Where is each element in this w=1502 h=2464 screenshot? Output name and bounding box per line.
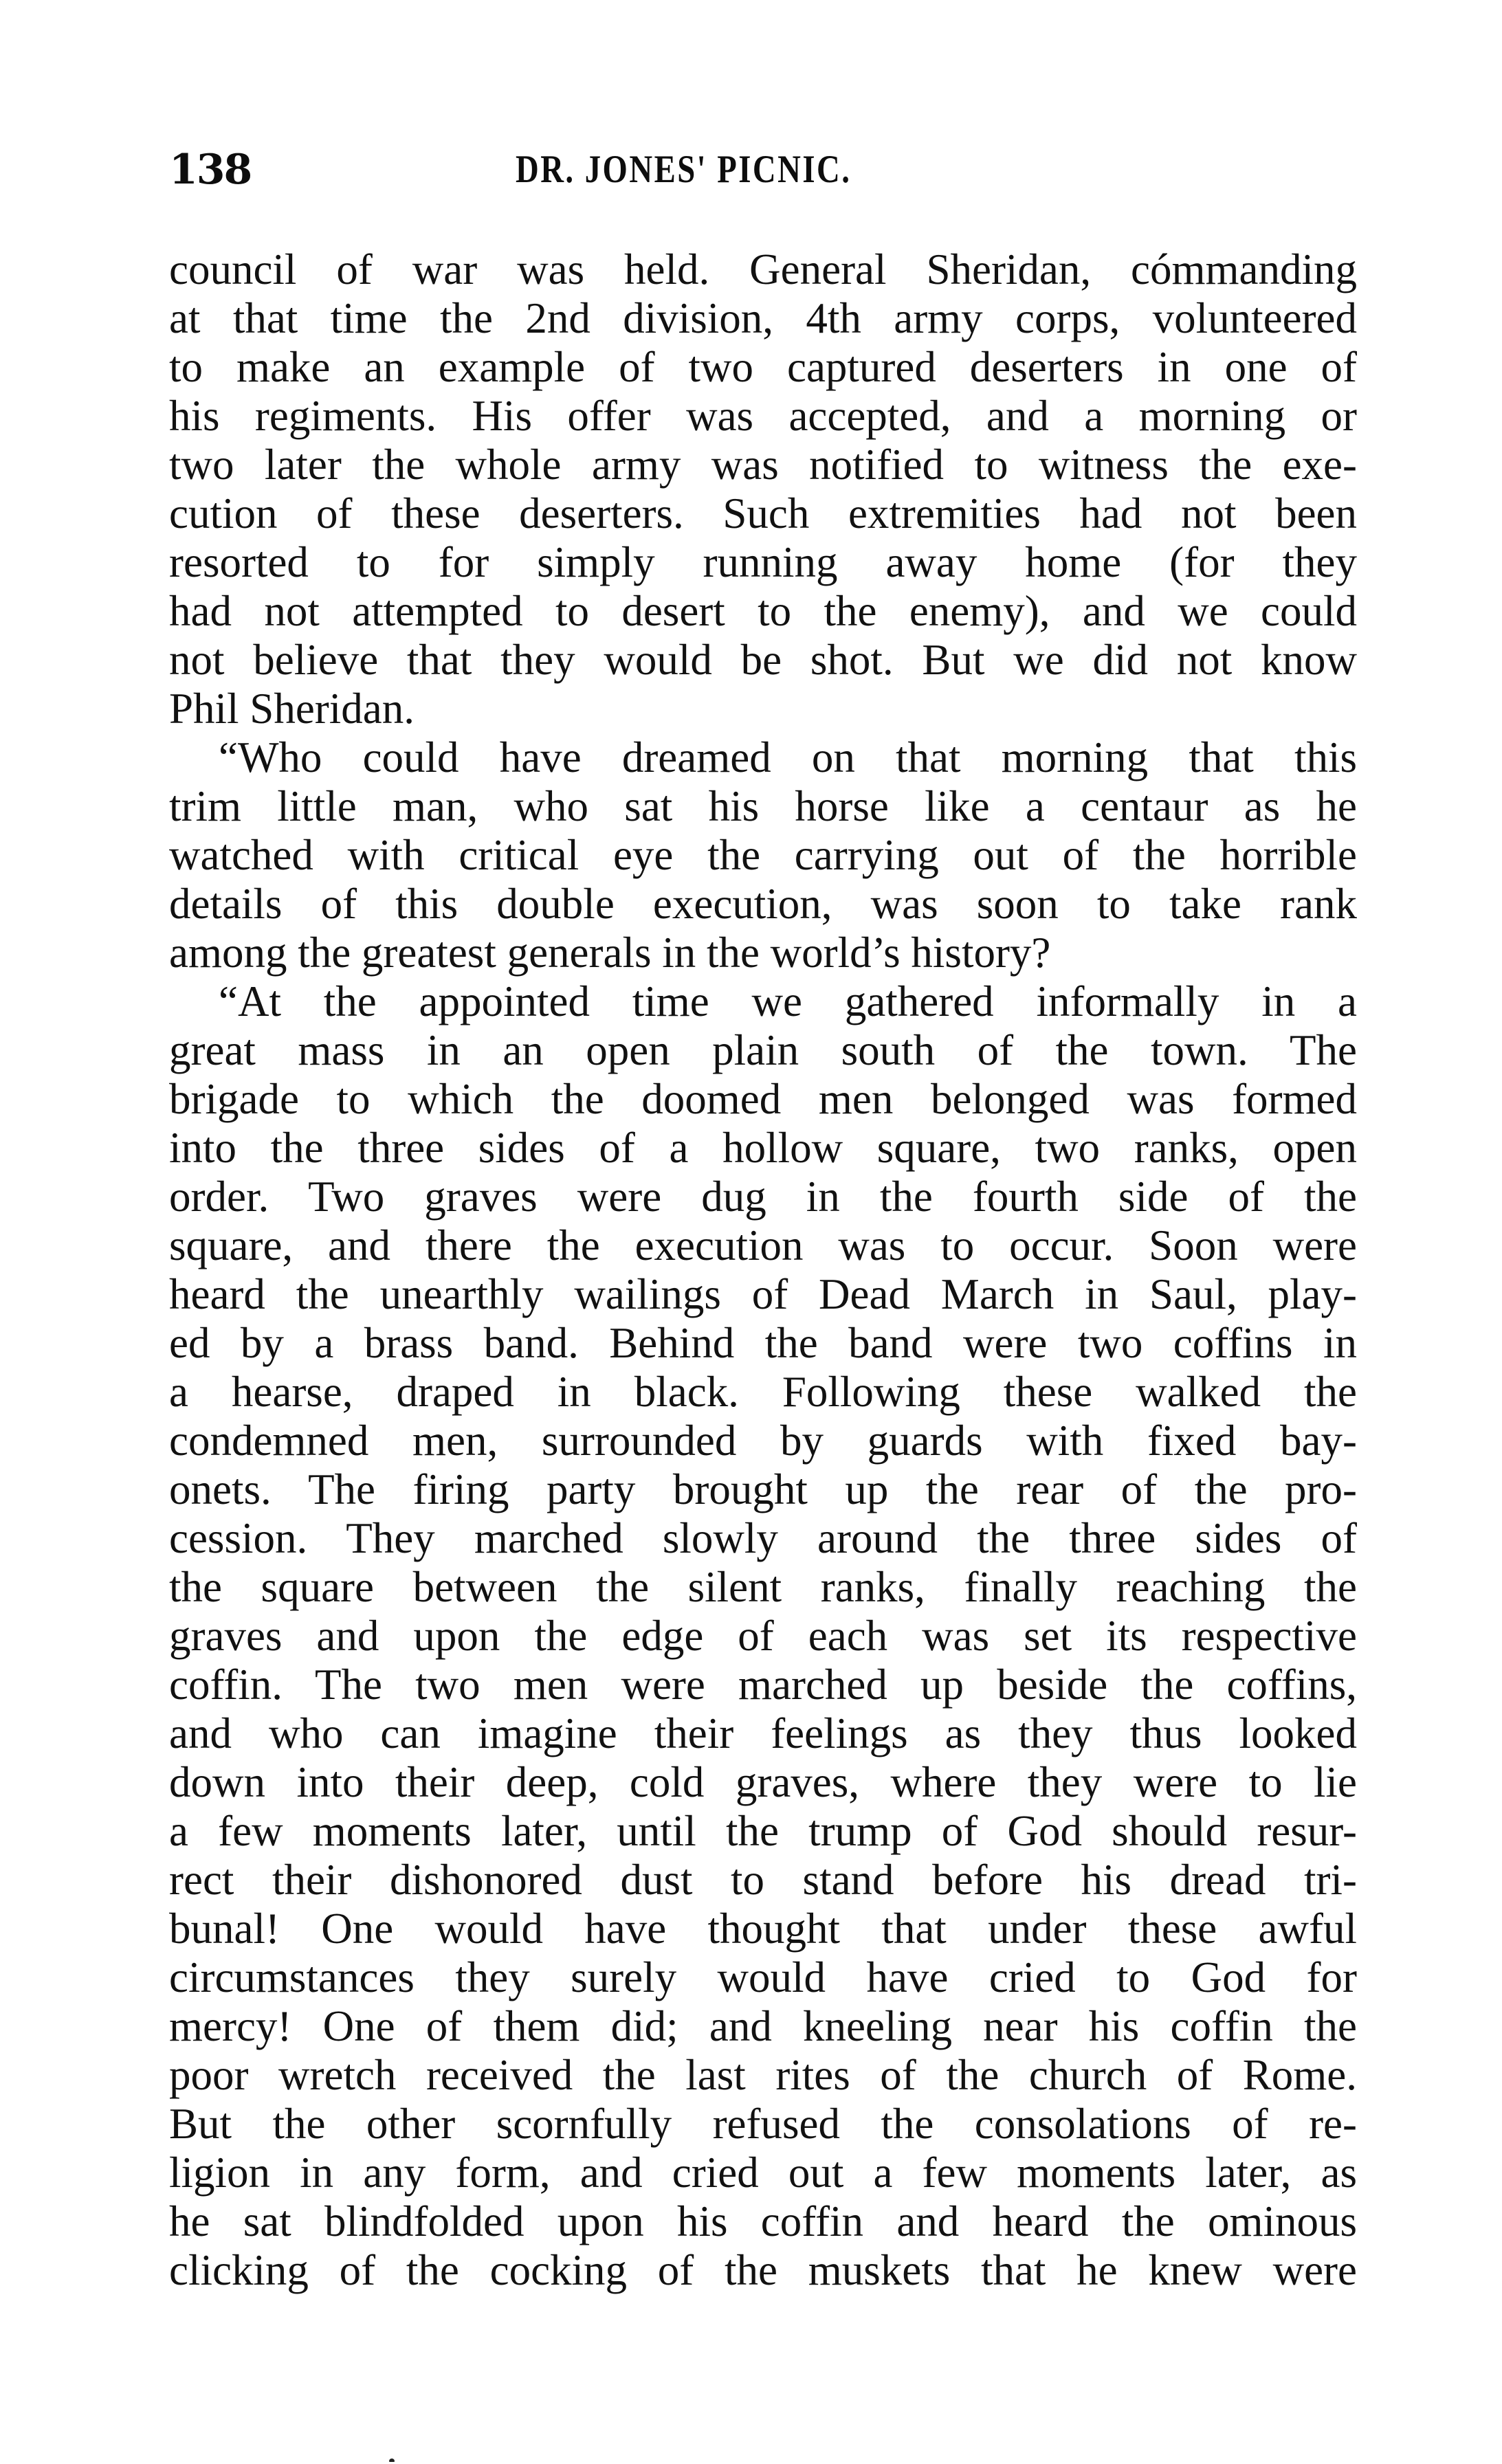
- text-line: watched with critical eye the carrying out of the horrible: [169, 831, 1357, 879]
- text-line: ligion in any form, and cried out a few moments later, as: [169, 2149, 1357, 2197]
- text-line: “Who could have dreamed on that morning that this: [219, 733, 1357, 781]
- text-line: clicking of the cocking of the muskets that he knew were: [169, 2246, 1357, 2294]
- text-line: a few moments later, until the trump of God should resur-: [169, 1807, 1357, 1855]
- text-line: a hearse, draped in black. Following these walked the: [169, 1368, 1357, 1416]
- text-line: “At the appointed time we gathered informally in a: [219, 977, 1357, 1025]
- text-line: bunal! One would have thought that under these awful: [169, 1905, 1357, 1953]
- text-line: But the other scornfully refused the consolations of re-: [169, 2100, 1357, 2148]
- text-line: condemned men, surrounded by guards with fixed bay-: [169, 1417, 1357, 1465]
- running-title: DR. JONES' PICNIC.: [516, 148, 852, 191]
- text-line: coffin. The two men were marched up beside the coffins,: [169, 1661, 1357, 1709]
- text-line: cession. They marched slowly around the three sides of: [169, 1514, 1357, 1562]
- text-line: poor wretch received the last rites of the church of Rome.: [169, 2051, 1357, 2099]
- text-line: details of this double execution, was soon to take rank: [169, 880, 1357, 928]
- text-line: brigade to which the doomed men belonged was formed: [169, 1075, 1357, 1123]
- text-line: down into their deep, cold graves, where they were to lie: [169, 1758, 1357, 1806]
- text-line: graves and upon the edge of each was set its respective: [169, 1612, 1357, 1660]
- text-line: great mass in an open plain south of the town. The: [169, 1026, 1357, 1074]
- body-text: [169, 245, 1357, 2295]
- text-line: to make an example of two captured deserters in one of: [169, 343, 1357, 391]
- text-line: square, and there the execution was to occur. Soon were: [169, 1221, 1357, 1269]
- text-line: had not attempted to desert to the enemy), and we could: [169, 587, 1357, 635]
- text-line: into the three sides of a hollow square, two ranks, open: [169, 1124, 1357, 1172]
- text-line: Phil Sheridan.: [169, 685, 415, 733]
- text-line: rect their dishonored dust to stand before his dread tri-: [169, 1856, 1357, 1904]
- running-head: [169, 146, 1357, 194]
- text-line: council of war was held. General Sheridan, cómmanding: [169, 245, 1357, 293]
- text-line: circumstances they surely would have cried to God for: [169, 1953, 1357, 2001]
- text-line: not believe that they would be shot. But we did not know: [169, 636, 1357, 684]
- print-speck: [389, 2459, 395, 2462]
- text-line: ed by a brass band. Behind the band were two coffins in: [169, 1319, 1357, 1367]
- text-line: he sat blindfolded upon his coffin and heard the ominous: [169, 2197, 1357, 2245]
- page-number: 138: [169, 146, 252, 194]
- text-line: resorted to for simply running away home (for they: [169, 538, 1357, 586]
- text-line: order. Two graves were dug in the fourth side of the: [169, 1173, 1357, 1221]
- text-line: mercy! One of them did; and kneeling near his coffin the: [169, 2002, 1357, 2050]
- text-line: and who can imagine their feelings as they thus looked: [169, 1709, 1357, 1757]
- text-line: his regiments. His offer was accepted, and a morning or: [169, 392, 1357, 440]
- text-line: the square between the silent ranks, finally reaching the: [169, 1563, 1357, 1611]
- text-line: trim little man, who sat his horse like a centaur as he: [169, 782, 1357, 830]
- text-line: onets. The firing party brought up the rear of the pro-: [169, 1465, 1357, 1513]
- text-line: at that time the 2nd division, 4th army corps, volunteered: [169, 294, 1357, 342]
- text-line: cution of these deserters. Such extremities had not been: [169, 489, 1357, 537]
- text-line: heard the unearthly wailings of Dead March in Saul, play-: [169, 1270, 1357, 1318]
- text-line: among the greatest generals in the world’s history?: [169, 929, 1051, 977]
- text-line: two later the whole army was notified to witness the exe-: [169, 441, 1357, 489]
